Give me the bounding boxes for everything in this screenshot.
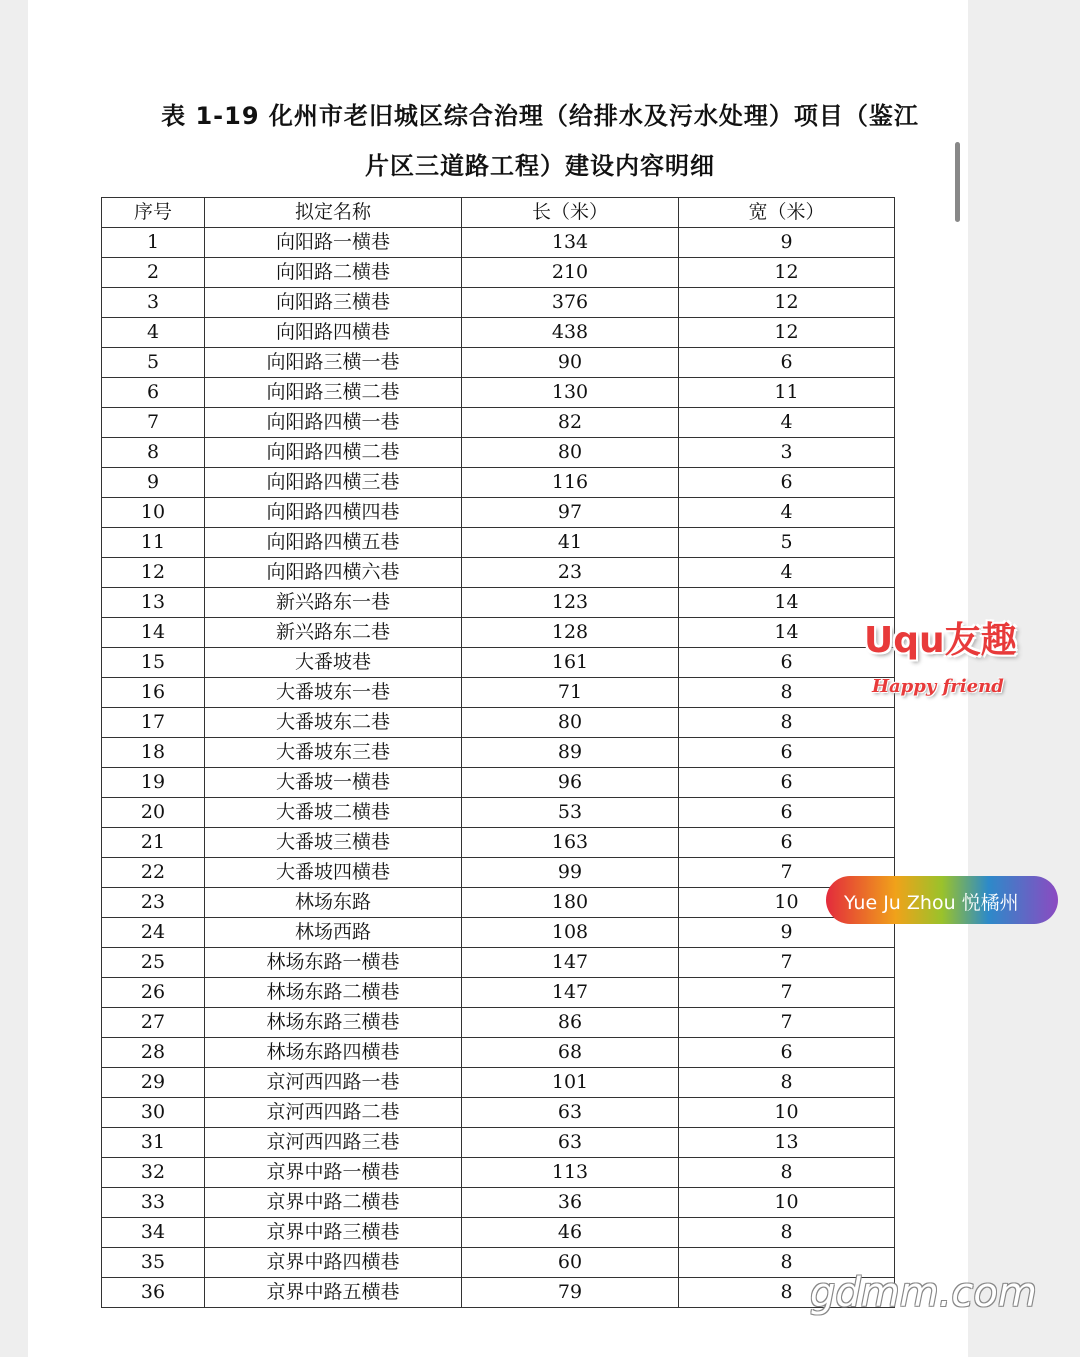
cell-name: 向阳路三横一巷 — [205, 348, 462, 378]
cell-width: 9 — [679, 918, 895, 948]
table-row — [102, 258, 895, 288]
cell-index: 5 — [102, 348, 205, 378]
cell-name: 林场东路 — [205, 888, 462, 918]
cell-width: 6 — [679, 828, 895, 858]
table-row — [102, 738, 895, 768]
cell-name: 大番坡一横巷 — [205, 768, 462, 798]
cell-index: 3 — [102, 288, 205, 318]
cell-name: 向阳路四横六巷 — [205, 558, 462, 588]
cell-name: 林场东路二横巷 — [205, 978, 462, 1008]
table-row — [102, 1248, 895, 1278]
table-header-row — [102, 198, 895, 228]
cell-index: 29 — [102, 1068, 205, 1098]
table-row — [102, 888, 895, 918]
cell-index: 25 — [102, 948, 205, 978]
cell-index: 10 — [102, 498, 205, 528]
cell-length: 80 — [462, 438, 679, 468]
cell-name: 林场东路三横巷 — [205, 1008, 462, 1038]
cell-width: 4 — [679, 558, 895, 588]
cell-name: 大番坡巷 — [205, 648, 462, 678]
cell-length: 116 — [462, 468, 679, 498]
cell-width: 7 — [679, 978, 895, 1008]
table-row — [102, 618, 895, 648]
cell-name: 京界中路一横巷 — [205, 1158, 462, 1188]
table-row — [102, 798, 895, 828]
cell-length: 130 — [462, 378, 679, 408]
cell-index: 7 — [102, 408, 205, 438]
cell-name: 京界中路五横巷 — [205, 1278, 462, 1308]
cell-length: 60 — [462, 1248, 679, 1278]
table-row — [102, 1218, 895, 1248]
cell-width: 6 — [679, 1038, 895, 1068]
cell-index: 1 — [102, 228, 205, 258]
cell-name: 向阳路四横四巷 — [205, 498, 462, 528]
table-row — [102, 468, 895, 498]
cell-width: 14 — [679, 618, 895, 648]
cell-length: 99 — [462, 858, 679, 888]
cell-index: 4 — [102, 318, 205, 348]
site-watermark: gdmm.com — [810, 1270, 1037, 1316]
cell-width: 6 — [679, 648, 895, 678]
table-row — [102, 768, 895, 798]
cell-length: 71 — [462, 678, 679, 708]
cell-width: 8 — [679, 1278, 895, 1308]
cell-length: 23 — [462, 558, 679, 588]
content-table — [101, 197, 895, 1308]
cell-name: 向阳路四横一巷 — [205, 408, 462, 438]
cell-length: 41 — [462, 528, 679, 558]
cell-name: 新兴路东二巷 — [205, 618, 462, 648]
cell-name: 京界中路四横巷 — [205, 1248, 462, 1278]
table-row — [102, 1128, 895, 1158]
cell-index: 13 — [102, 588, 205, 618]
cell-length: 101 — [462, 1068, 679, 1098]
cell-length: 147 — [462, 948, 679, 978]
scrollbar-thumb[interactable] — [955, 142, 960, 222]
cell-index: 21 — [102, 828, 205, 858]
cell-width: 6 — [679, 768, 895, 798]
table-row — [102, 1188, 895, 1218]
cell-length: 376 — [462, 288, 679, 318]
cell-length: 63 — [462, 1128, 679, 1158]
cell-length: 68 — [462, 1038, 679, 1068]
cell-name: 大番坡四横巷 — [205, 858, 462, 888]
cell-width: 13 — [679, 1128, 895, 1158]
cell-name: 向阳路四横巷 — [205, 318, 462, 348]
cell-name: 大番坡东一巷 — [205, 678, 462, 708]
cell-length: 46 — [462, 1218, 679, 1248]
cell-width: 8 — [679, 1158, 895, 1188]
cell-index: 12 — [102, 558, 205, 588]
cell-index: 8 — [102, 438, 205, 468]
cell-name: 林场西路 — [205, 918, 462, 948]
cell-index: 9 — [102, 468, 205, 498]
yuejuzhou-watermark — [826, 876, 1058, 924]
cell-index: 14 — [102, 618, 205, 648]
cell-width: 10 — [679, 888, 895, 918]
cell-width: 6 — [679, 738, 895, 768]
table-row — [102, 288, 895, 318]
cell-name: 向阳路二横巷 — [205, 258, 462, 288]
cell-length: 438 — [462, 318, 679, 348]
cell-width: 8 — [679, 1218, 895, 1248]
header-length: 长（米） — [462, 198, 679, 228]
cell-length: 53 — [462, 798, 679, 828]
cell-index: 15 — [102, 648, 205, 678]
table-row — [102, 708, 895, 738]
cell-width: 7 — [679, 858, 895, 888]
table-row — [102, 1068, 895, 1098]
cell-name: 向阳路四横二巷 — [205, 438, 462, 468]
cell-index: 23 — [102, 888, 205, 918]
cell-length: 123 — [462, 588, 679, 618]
table-row — [102, 918, 895, 948]
cell-length: 36 — [462, 1188, 679, 1218]
cell-index: 2 — [102, 258, 205, 288]
cell-width: 6 — [679, 798, 895, 828]
cell-index: 32 — [102, 1158, 205, 1188]
cell-length: 161 — [462, 648, 679, 678]
cell-index: 24 — [102, 918, 205, 948]
cell-index: 34 — [102, 1218, 205, 1248]
cell-name: 大番坡二横巷 — [205, 798, 462, 828]
cell-width: 12 — [679, 288, 895, 318]
cell-length: 97 — [462, 498, 679, 528]
cell-index: 36 — [102, 1278, 205, 1308]
table-row — [102, 828, 895, 858]
cell-width: 11 — [679, 378, 895, 408]
table-row — [102, 1158, 895, 1188]
cell-width: 7 — [679, 948, 895, 978]
cell-width: 14 — [679, 588, 895, 618]
header-index: 序号 — [102, 198, 205, 228]
cell-name: 向阳路四横三巷 — [205, 468, 462, 498]
cell-width: 6 — [679, 348, 895, 378]
cell-name: 大番坡东三巷 — [205, 738, 462, 768]
cell-name: 大番坡三横巷 — [205, 828, 462, 858]
cell-index: 26 — [102, 978, 205, 1008]
table-title-line-2: 片区三道路工程）建设内容明细 — [365, 152, 715, 180]
cell-name: 向阳路四横五巷 — [205, 528, 462, 558]
table-row — [102, 558, 895, 588]
cell-length: 113 — [462, 1158, 679, 1188]
table-row — [102, 378, 895, 408]
cell-index: 27 — [102, 1008, 205, 1038]
header-name: 拟定名称 — [205, 198, 462, 228]
table-row — [102, 1278, 895, 1308]
cell-index: 20 — [102, 798, 205, 828]
cell-name: 大番坡东二巷 — [205, 708, 462, 738]
table-row — [102, 978, 895, 1008]
cell-width: 8 — [679, 1068, 895, 1098]
cell-length: 86 — [462, 1008, 679, 1038]
cell-width: 4 — [679, 498, 895, 528]
cell-index: 31 — [102, 1128, 205, 1158]
cell-index: 16 — [102, 678, 205, 708]
cell-width: 12 — [679, 318, 895, 348]
cell-width: 12 — [679, 258, 895, 288]
table-row — [102, 438, 895, 468]
cell-name: 林场东路四横巷 — [205, 1038, 462, 1068]
cell-width: 3 — [679, 438, 895, 468]
cell-name: 京界中路二横巷 — [205, 1188, 462, 1218]
table-row — [102, 498, 895, 528]
cell-width: 8 — [679, 708, 895, 738]
table-row — [102, 648, 895, 678]
cell-index: 35 — [102, 1248, 205, 1278]
cell-width: 8 — [679, 1248, 895, 1278]
cell-length: 63 — [462, 1098, 679, 1128]
cell-index: 28 — [102, 1038, 205, 1068]
cell-name: 林场东路一横巷 — [205, 948, 462, 978]
cell-index: 22 — [102, 858, 205, 888]
cell-index: 11 — [102, 528, 205, 558]
uqu-watermark-subtitle: Happy friend — [872, 676, 1004, 697]
cell-length: 89 — [462, 738, 679, 768]
cell-length: 90 — [462, 348, 679, 378]
table-row — [102, 858, 895, 888]
cell-length: 128 — [462, 618, 679, 648]
cell-name: 向阳路三横巷 — [205, 288, 462, 318]
cell-length: 147 — [462, 978, 679, 1008]
cell-width: 8 — [679, 678, 895, 708]
cell-length: 134 — [462, 228, 679, 258]
cell-width: 4 — [679, 408, 895, 438]
cell-length: 108 — [462, 918, 679, 948]
cell-width: 7 — [679, 1008, 895, 1038]
cell-name: 京河西四路三巷 — [205, 1128, 462, 1158]
table-row — [102, 408, 895, 438]
cell-name: 京河西四路二巷 — [205, 1098, 462, 1128]
table-row — [102, 1008, 895, 1038]
cell-width: 10 — [679, 1098, 895, 1128]
cell-width: 10 — [679, 1188, 895, 1218]
table-row — [102, 528, 895, 558]
cell-index: 17 — [102, 708, 205, 738]
cell-width: 5 — [679, 528, 895, 558]
cell-width: 9 — [679, 228, 895, 258]
table-title-line-1: 表 1-19 化州市老旧城区综合治理（给排水及污水处理）项目（鉴江 — [161, 102, 919, 130]
table-row — [102, 348, 895, 378]
cell-length: 79 — [462, 1278, 679, 1308]
cell-index: 6 — [102, 378, 205, 408]
cell-length: 163 — [462, 828, 679, 858]
table-row — [102, 1038, 895, 1068]
cell-length: 96 — [462, 768, 679, 798]
cell-length: 210 — [462, 258, 679, 288]
cell-name: 新兴路东一巷 — [205, 588, 462, 618]
cell-length: 80 — [462, 708, 679, 738]
cell-index: 18 — [102, 738, 205, 768]
cell-name: 京河西四路一巷 — [205, 1068, 462, 1098]
table-row — [102, 1098, 895, 1128]
cell-name: 京界中路三横巷 — [205, 1218, 462, 1248]
table-row — [102, 228, 895, 258]
cell-length: 180 — [462, 888, 679, 918]
uqu-watermark: Uqu友趣 — [864, 620, 1017, 661]
header-width: 宽（米） — [679, 198, 895, 228]
cell-width: 6 — [679, 468, 895, 498]
cell-length: 82 — [462, 408, 679, 438]
cell-name: 向阳路三横二巷 — [205, 378, 462, 408]
table-row — [102, 318, 895, 348]
yuejuzhou-watermark-text: Yue Ju Zhou 悦橘州 — [844, 892, 1019, 914]
cell-index: 30 — [102, 1098, 205, 1128]
table-row — [102, 948, 895, 978]
table-row — [102, 678, 895, 708]
table-row — [102, 588, 895, 618]
cell-name: 向阳路一横巷 — [205, 228, 462, 258]
cell-index: 33 — [102, 1188, 205, 1218]
cell-index: 19 — [102, 768, 205, 798]
